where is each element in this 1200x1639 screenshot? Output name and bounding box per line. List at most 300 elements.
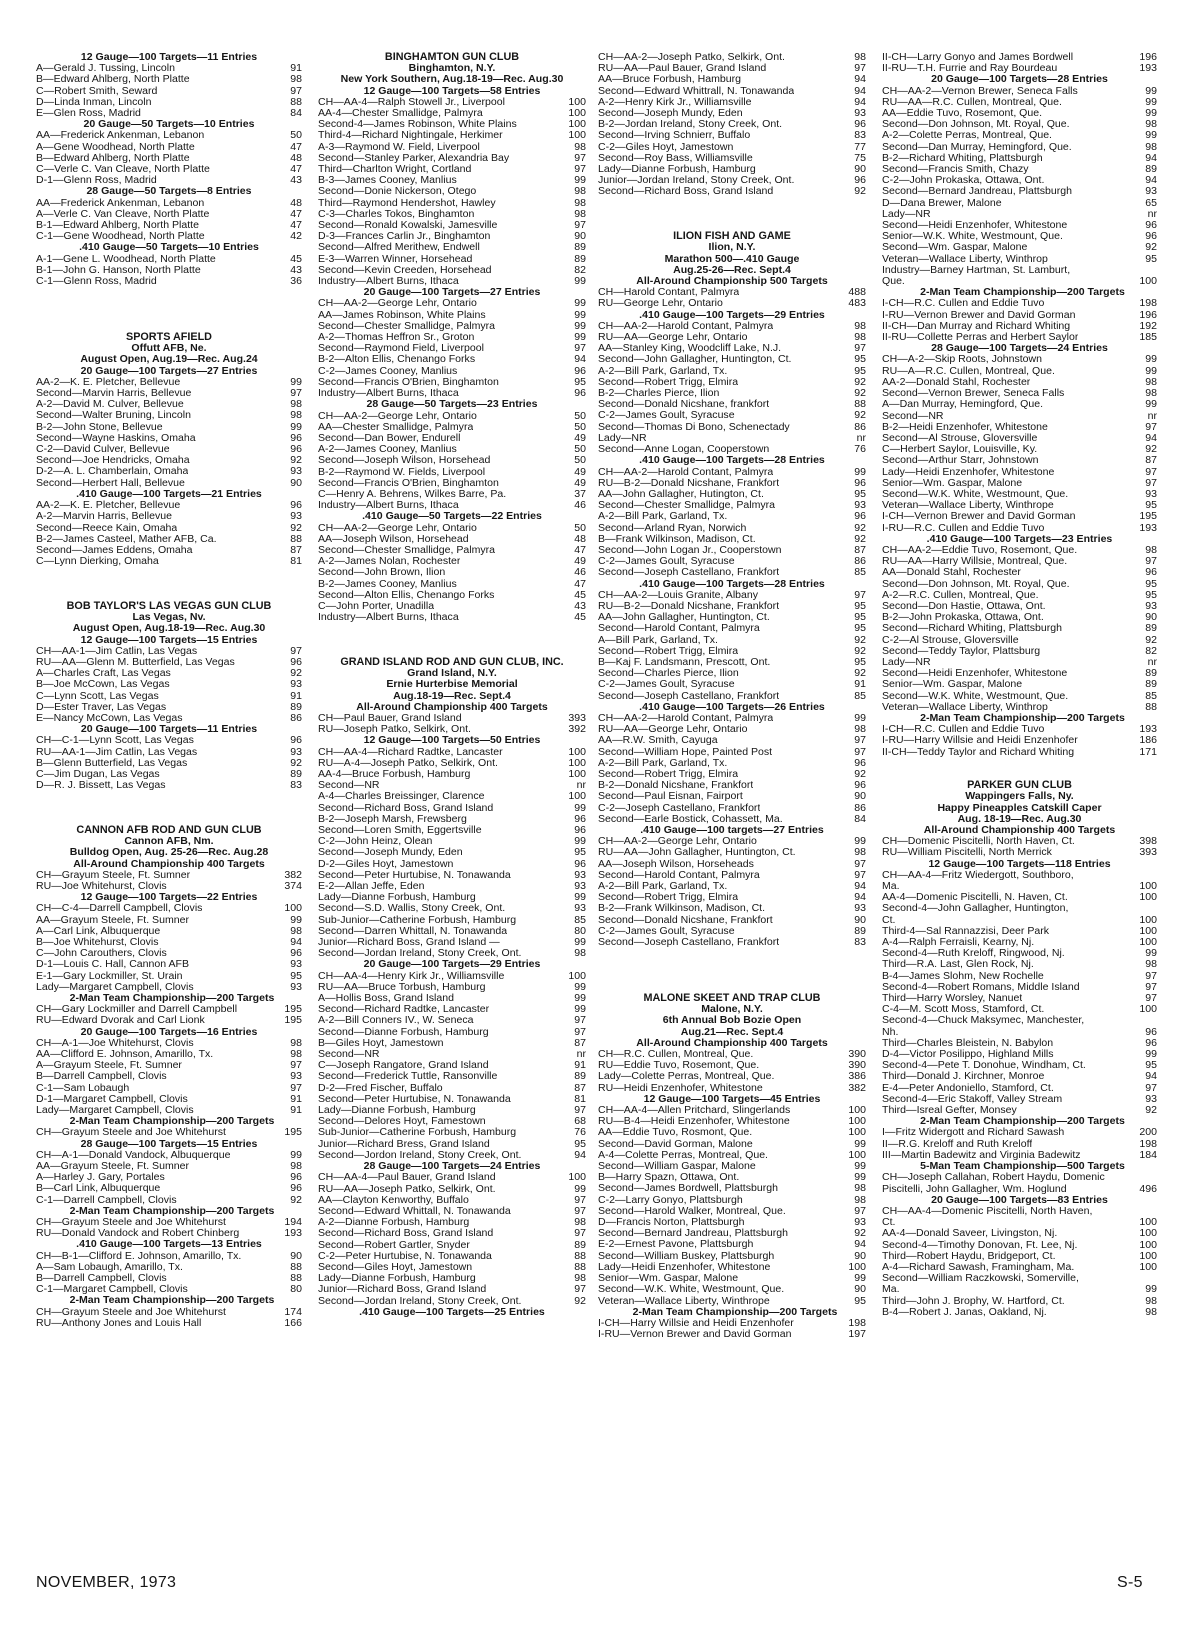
score: 50 [574, 420, 586, 433]
score: 88 [574, 1261, 586, 1273]
club-name: SPORTS AFIELD [126, 331, 212, 344]
shooter-name: AA—Frederick Ankenman, Lebanon [36, 130, 205, 142]
event-heading: .410 Gauge—100 Targets—25 Entries [359, 1305, 545, 1318]
result-row [36, 971, 302, 982]
shooter-name: Second—Wm. Gaspar, Malone [882, 242, 1028, 254]
result-row [36, 657, 302, 668]
result-row [882, 142, 1157, 153]
score: 100 [1139, 275, 1157, 287]
result-row [598, 478, 866, 489]
score: 100 [568, 790, 586, 803]
shooter-name: A—Charles Craft, Las Vegas [36, 668, 171, 680]
score: 99 [854, 1272, 866, 1284]
score: 43 [290, 174, 302, 187]
event-heading: Ilion, N.Y. [708, 241, 756, 254]
event-heading: All-Around Championship 400 Targets [356, 700, 548, 713]
result-row [598, 567, 866, 578]
shooter-name: E—Nancy McCown, Las Vegas [36, 713, 183, 724]
shooter-name: CH—AA-2—George Lehr, Ontario [318, 298, 477, 310]
score: 195 [1139, 510, 1157, 523]
shooter-name: Industry—Albert Burns, Ithaca [318, 388, 459, 399]
score: 185 [1139, 331, 1157, 343]
event-heading: 12 Gauge—100 Targets—58 Entries [363, 84, 541, 97]
score: 192 [1139, 320, 1157, 332]
event-heading: Wappingers Falls, Ny. [965, 790, 1074, 803]
shooter-name: CH—AA-2—Harold Contant, Palmyra [598, 320, 774, 332]
shooter-name: AA—Grayum Steele, Ft. Sumner [36, 1161, 189, 1172]
score: 92 [1145, 241, 1157, 254]
shooter-name: C-2—James Goult, Syracuse [598, 679, 735, 691]
shooter-name: A-4—Charles Breissinger, Clarence [318, 791, 485, 803]
score: 91 [290, 689, 302, 702]
shooter-name: B—Frank Wilkinson, Madison, Ct. [598, 533, 756, 545]
score: 98 [574, 185, 586, 198]
shooter-name: B-2—Charles Pierce, Ilion [598, 388, 720, 399]
result-row [598, 848, 866, 859]
score: 97 [1145, 476, 1157, 489]
result-row [318, 467, 586, 478]
result-row [36, 915, 302, 926]
shooter-name: B—Darrell Campbell, Clovis [36, 1273, 167, 1284]
shooter-name: C—John Porter, Unadilla [318, 601, 435, 612]
result-row [598, 623, 866, 634]
score: 96 [1145, 1036, 1157, 1049]
club-name: BOB TAYLOR'S LAS VEGAS GUN CLUB [66, 599, 272, 612]
result-row [318, 198, 586, 209]
event-heading: .410 Gauge—100 Targets—29 Entries [639, 308, 825, 321]
result-row [882, 1049, 1157, 1060]
result-row [598, 153, 866, 164]
result-row [598, 433, 866, 444]
score: 95 [854, 600, 866, 612]
result-row [882, 1240, 1157, 1251]
shooter-name: CH—AA-2—Harold Contant, Palmyra [598, 713, 774, 724]
result-row [882, 904, 1157, 915]
score: 99 [290, 375, 302, 388]
score: 95 [574, 376, 586, 388]
score: 97 [1145, 992, 1157, 1004]
result-row [882, 1296, 1157, 1307]
result-row [318, 1094, 586, 1105]
shooter-name: C—Lynn Dierking, Omaha [36, 556, 159, 568]
score: 97 [854, 588, 866, 601]
score: 83 [854, 129, 866, 142]
score: 99 [574, 801, 586, 814]
result-row [882, 1217, 1157, 1228]
result-row [882, 164, 1157, 175]
score: 91 [290, 1092, 302, 1105]
result-row [882, 545, 1157, 556]
score: 99 [574, 1003, 586, 1016]
shooter-name: B-2—John Prokaska, Ottawa, Ont. [882, 612, 1044, 624]
result-row [598, 668, 866, 679]
score: 96 [574, 387, 586, 399]
score: 96 [1145, 566, 1157, 579]
result-row [36, 758, 302, 769]
result-row [318, 971, 586, 982]
shooter-name: CH—Gary Lockmiller and Darrell Campbell [36, 1004, 238, 1016]
result-row [882, 1273, 1157, 1284]
shooter-name: D-2—Giles Hoyt, Jamestown [318, 858, 454, 870]
shooter-name: E—Glen Ross, Madrid [36, 108, 141, 119]
shooter-name: Second—Joseph Mundy, Eden [318, 847, 463, 859]
shooter-name: Second—Loren Smith, Eggertsville [318, 825, 482, 836]
event-heading: .410 Gauge—100 Targets—26 Entries [639, 700, 825, 713]
shooter-name: D—Linda Inman, Lincoln [36, 96, 152, 108]
result-row [882, 892, 1157, 903]
result-row [318, 433, 586, 444]
score: 76 [854, 443, 866, 455]
score: 94 [1145, 151, 1157, 164]
result-row [36, 1273, 302, 1284]
shooter-name: C-2—James Goult, Syracuse [598, 925, 735, 937]
shooter-name: AA-2—Donald Stahl, Rochester [882, 377, 1031, 388]
shooter-name: Third—Charles Bleistein, N. Babylon [882, 1037, 1054, 1049]
result-row [598, 679, 866, 690]
result-row [36, 254, 302, 265]
shooter-name: RU—AA—Glenn M. Butterfield, Las Vegas [36, 657, 235, 668]
shooter-name: CH—B-1—Clifford E. Johnson, Amarillo, Tx. [36, 1250, 242, 1262]
spacer [598, 948, 866, 982]
shooter-name: A—Carl Link, Albuquerque [36, 925, 161, 937]
shooter-name: A-2—James Nolan, Rochester [318, 556, 461, 568]
event-heading: Happy Pineapples Catskill Caper [937, 801, 1102, 814]
shooter-name: Second—Jordon Ireland, Stony Creek, Ont. [318, 1150, 522, 1161]
result-row [882, 422, 1157, 433]
shooter-name: Lady—Margaret Campbell, Clovis [36, 1105, 194, 1116]
result-row [598, 836, 866, 847]
result-row [882, 1228, 1157, 1239]
score: 93 [290, 510, 302, 523]
shooter-name: D-2—Fred Fischer, Buffalo [318, 1082, 443, 1094]
score: 98 [1145, 544, 1157, 556]
score: 99 [574, 891, 586, 904]
result-row [598, 859, 866, 870]
result-row [36, 646, 302, 657]
result-row [36, 870, 302, 881]
shooter-name: Second—Herbert Hall, Bellevue [36, 477, 185, 489]
result-row [882, 455, 1157, 466]
shooter-name: CH—Domenic Piscitelli, North Haven, Ct. [882, 836, 1075, 848]
score: 43 [574, 600, 586, 612]
shooter-name: I-CH—R.C. Cullen and Eddie Tuvo [882, 298, 1045, 310]
shooter-name: Second—John Gallagher, Huntington, Ct. [598, 354, 792, 366]
team-event-heading: 5-Man Team Championship—500 Targets [920, 1160, 1125, 1173]
result-row [882, 310, 1157, 321]
result-row [318, 1262, 586, 1273]
score: 45 [290, 252, 302, 265]
score: 97 [574, 1025, 586, 1038]
score: 92 [854, 768, 866, 780]
shooter-name: Second—Richard Whiting, Plattsburgh [882, 623, 1062, 635]
score: 91 [854, 678, 866, 691]
shooter-name: C-2—David Culver, Bellevue [36, 444, 170, 455]
shooter-name: RU—B-4—Heidi Enzenhofer, Whitestone [598, 1116, 790, 1128]
result-row [882, 511, 1157, 522]
shooter-name: CH—AA-4—Paul Bauer, Grand Island [318, 1172, 496, 1184]
shooter-name: D—Francis Norton, Plattsburgh [598, 1217, 745, 1228]
result-row [598, 1228, 866, 1239]
team-event-heading: 2-Man Team Championship—200 Targets [69, 1204, 275, 1217]
result-row [318, 1150, 586, 1161]
shooter-name: Ct. [882, 914, 896, 926]
shooter-name: AA—Clifford E. Johnson, Amarillo, Tx. [36, 1049, 214, 1060]
score: 90 [854, 163, 866, 175]
score: 49 [574, 555, 586, 568]
score: 94 [854, 95, 866, 108]
result-row [36, 747, 302, 758]
event-heading: 20 Gauge—50 Targets—10 Entries [83, 118, 255, 131]
shooter-name: Second—Robert Trigg, Elmira [598, 892, 739, 904]
shooter-name: B-2—Alton Ellis, Chenango Forks [318, 354, 476, 366]
shooter-name: CH—AA-2—George Lehr, Ontario [318, 522, 477, 534]
score: 68 [574, 1115, 586, 1128]
team-event-heading: 2-Man Team Championship—200 Targets [69, 992, 275, 1004]
shooter-name: Second-4—Pete T. Donohue, Windham, Ct. [882, 1060, 1086, 1072]
result-row [882, 119, 1157, 130]
score: 89 [1145, 678, 1157, 691]
score: 196 [1139, 51, 1157, 63]
result-row [882, 399, 1157, 410]
result-row [882, 86, 1157, 97]
result-row [318, 1027, 586, 1038]
team-event-heading: 2-Man Team Championship—200 Targets [920, 1115, 1125, 1128]
shooter-name: Second—James Bordwell, Plattsburgh [598, 1183, 778, 1195]
club-name: GRAND ISLAND ROD AND GUN CLUB, INC. [340, 655, 564, 668]
score: 98 [574, 207, 586, 220]
score: 483 [848, 297, 866, 310]
result-row [36, 108, 302, 119]
shooter-name: Second—Arthur Starr, Johnstown [882, 455, 1039, 467]
result-row [598, 97, 866, 108]
score: 98 [1145, 140, 1157, 153]
shooter-name: C—Verle C. Van Cleave, North Platte [36, 164, 210, 175]
shooter-name: C-2—John Prokaska, Ottawa, Ont. [882, 175, 1045, 187]
score: 100 [1139, 913, 1157, 926]
result-row [598, 713, 866, 724]
score: 97 [574, 151, 586, 164]
result-row [882, 691, 1157, 702]
event-heading: Aug.18-19—Rec. Sept.4 [393, 689, 511, 702]
score: 96 [854, 510, 866, 523]
shooter-name: A-2—Bill Park, Garland, Tx. [598, 881, 728, 892]
shooter-name: CH—A-2—Skip Roots, Johnstown [882, 354, 1043, 366]
score: 49 [574, 465, 586, 478]
result-row [36, 209, 302, 220]
shooter-name: Lady—Heidi Enzenhofer, Whitestone [882, 466, 1055, 478]
shooter-name: Senior—Wm. Gaspar, Malone [882, 477, 1023, 489]
result-row [598, 803, 866, 814]
shooter-name: Second-4—Timothy Donovan, Ft. Lee, Nj. [882, 1239, 1078, 1251]
score: 96 [290, 1171, 302, 1184]
shooter-name: Second—William Hope, Painted Post [598, 746, 773, 758]
shooter-name: D—Ester Traver, Las Vegas [36, 701, 167, 713]
result-row [598, 612, 866, 623]
result-row [318, 119, 586, 130]
score: 98 [1145, 1305, 1157, 1318]
result-row [882, 960, 1157, 971]
result-row [882, 411, 1157, 422]
score: 99 [1145, 364, 1157, 377]
result-row [598, 635, 866, 646]
club-name: PARKER GUN CLUB [967, 779, 1072, 792]
score: 97 [574, 1104, 586, 1116]
result-row [882, 1172, 1157, 1183]
result-row [882, 131, 1157, 142]
result-row [598, 321, 866, 332]
result-row [598, 399, 866, 410]
score: 193 [1139, 723, 1157, 736]
score: 98 [1145, 118, 1157, 131]
score: 96 [290, 656, 302, 668]
score: 96 [854, 779, 866, 792]
score: 92 [854, 521, 866, 534]
score: 45 [574, 611, 586, 624]
shooter-name: A-4—Colette Perras, Montreal, Que. [598, 1149, 768, 1161]
result-row [36, 1228, 302, 1239]
score: 90 [854, 913, 866, 926]
shooter-name: Lady—Dianne Forbush, Hamburg [318, 1105, 476, 1116]
result-row [318, 859, 586, 870]
result-row [36, 265, 302, 276]
score: 88 [290, 95, 302, 108]
result-row [318, 321, 586, 332]
result-row [882, 444, 1157, 455]
shooter-name: AA—Frederick Ankenman, Lebanon [36, 197, 205, 209]
result-row [882, 679, 1157, 690]
score: 86 [854, 801, 866, 814]
shooter-name: Industry—Albert Burns, Ithaca [318, 612, 459, 624]
score: 92 [1145, 443, 1157, 456]
result-row [36, 668, 302, 679]
score: 48 [290, 196, 302, 209]
score: 100 [848, 1126, 866, 1139]
shooter-name: C-2—Joseph Castellano, Frankfort [598, 802, 761, 814]
score: 94 [1145, 1070, 1157, 1083]
score: 93 [574, 902, 586, 915]
results-column-3 [598, 52, 866, 1340]
shooter-name: B-2—Joseph Marsh, Frewsberg [318, 813, 467, 825]
shooter-name: Veteran—Wallace Liberty, Winthrope [598, 1295, 770, 1307]
result-row [36, 1318, 302, 1329]
score: 197 [848, 1328, 866, 1341]
result-row [598, 590, 866, 601]
result-row [598, 1128, 866, 1139]
score: 97 [290, 1059, 302, 1072]
result-row [318, 915, 586, 926]
shooter-name: Second—Edward Whittrall, N. Tonawanda [598, 85, 795, 97]
result-row [598, 601, 866, 612]
result-row [882, 657, 1157, 668]
shooter-name: Lady—NR [598, 433, 647, 444]
score: 94 [574, 353, 586, 366]
score: 93 [854, 902, 866, 915]
score: 98 [854, 1182, 866, 1195]
score: 100 [1139, 1238, 1157, 1251]
shooter-name: CH—AA-2—Harold Contant, Palmyra [598, 466, 774, 478]
score: 99 [854, 1137, 866, 1150]
score: 45 [574, 588, 586, 601]
shooter-name: Second—Robert Gartler, Snyder [318, 1239, 470, 1251]
shooter-name: Second—John Brown, Ilion [318, 567, 446, 579]
shooter-name: Second—Robert Trigg, Elmira [598, 645, 739, 657]
result-row [36, 86, 302, 97]
score: 99 [574, 992, 586, 1004]
score: 85 [854, 566, 866, 579]
score: 390 [848, 1059, 866, 1072]
shooter-name: B-2—Raymond W. Fields, Liverpool [318, 466, 486, 478]
shooter-name: Second—Alton Ellis, Chenango Forks [318, 589, 495, 601]
result-row [318, 1038, 586, 1049]
shooter-name: AA—John Gallagher, Hutington, Ct. [598, 489, 764, 500]
shooter-name: A—Sam Lobaugh, Amarillo, Tx. [36, 1261, 183, 1273]
score: 95 [574, 846, 586, 859]
shooter-name: II-RU—Collette Perras and Herbert Saylor [882, 332, 1079, 343]
score: 92 [854, 644, 866, 657]
shooter-name: B—Giles Hoyt, Jamestown [318, 1037, 444, 1049]
result-row [36, 545, 302, 556]
result-row [598, 724, 866, 735]
shooter-name: E-4—Peter Andoniello, Stamford, Ct. [882, 1082, 1054, 1094]
score: 93 [290, 678, 302, 691]
result-row [318, 411, 586, 422]
shooter-name: C-1—Glenn Ross, Madrid [36, 276, 157, 287]
shooter-name: RU—AA—George Lehr, Ontario [598, 332, 748, 343]
score: 76 [574, 1126, 586, 1139]
event-heading: All-Around Championship 500 Targets [636, 275, 828, 288]
shooter-name: AA—Grayum Steele, Ft. Sumner [36, 914, 189, 926]
shooter-name: B-2—Donald Nicshane, Frankfort [598, 780, 754, 792]
result-row [36, 97, 302, 108]
result-row [36, 1004, 302, 1015]
shooter-name: Second—Walter Bruning, Lincoln [36, 410, 191, 422]
event-heading: Marathon 500—.410 Gauge [664, 252, 800, 265]
shooter-name: Second—Irving Schnierr, Buffalo [598, 130, 751, 142]
result-row [882, 467, 1157, 478]
result-row [318, 892, 586, 903]
score: 99 [1145, 95, 1157, 108]
score: 100 [568, 107, 586, 119]
result-row [882, 1307, 1157, 1318]
score: 398 [1139, 835, 1157, 848]
shooter-name: RU—B-2—Donald Nicshane, Frankfort [598, 601, 780, 612]
result-row [318, 567, 586, 578]
score: 82 [574, 263, 586, 276]
event-heading: .410 Gauge—100 Targets—21 Entries [76, 487, 262, 500]
result-row [882, 870, 1157, 881]
score: 47 [290, 163, 302, 175]
shooter-name: I-CH—Vernon Brewer and David Gorman [882, 511, 1076, 523]
score: 95 [1145, 577, 1157, 590]
shooter-name: B-2—John Stone, Bellevue [36, 421, 163, 433]
score: 94 [854, 1238, 866, 1251]
result-row [598, 1329, 866, 1340]
shooter-name: AA-2—K. E. Pletcher, Bellevue [36, 376, 181, 388]
result-row [36, 948, 302, 959]
shooter-name: CH—AA-2—Eddie Tuvo, Rosemont, Que. [882, 545, 1078, 556]
event-heading: Binghamton, N.Y. [408, 62, 496, 75]
score: 89 [574, 241, 586, 254]
score: 96 [574, 824, 586, 836]
results-column-1 [36, 52, 302, 1329]
score: 97 [574, 1193, 586, 1206]
result-row [36, 63, 302, 74]
shooter-name: C—Robert Smith, Seward [36, 85, 158, 97]
score: 98 [854, 331, 866, 343]
shooter-name: I-RU—R.C. Cullen and Eddie Tuvo [882, 522, 1045, 534]
score: 88 [1145, 700, 1157, 713]
score: 100 [568, 768, 586, 780]
